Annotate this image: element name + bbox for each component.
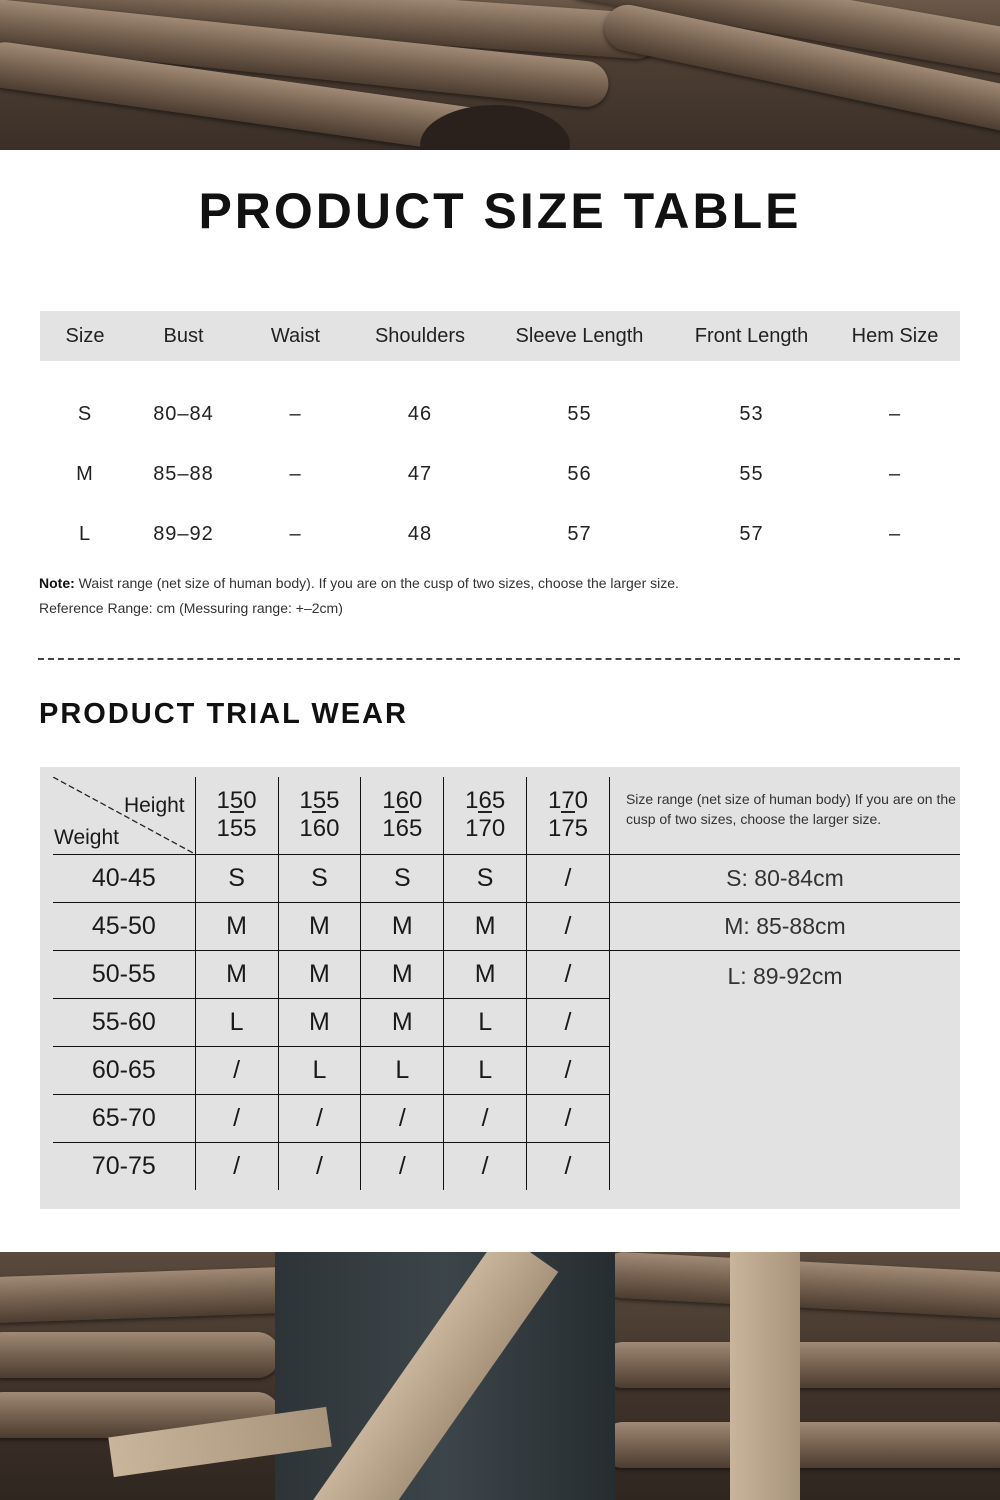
size-cell: M xyxy=(195,951,278,999)
size-cell: L xyxy=(195,999,278,1047)
trial-table xyxy=(53,777,960,1190)
height-max: 160 xyxy=(299,815,340,843)
size-note xyxy=(39,575,679,591)
trial-row xyxy=(53,903,960,951)
table-cell: S xyxy=(77,402,93,425)
section-divider xyxy=(38,658,960,660)
size-cell: S xyxy=(444,855,527,903)
weight-label: Weight xyxy=(54,826,119,849)
height-min: 155 xyxy=(299,787,340,815)
table-cell: 48 xyxy=(407,522,433,545)
size-cell: / xyxy=(195,1143,278,1191)
reference-range: Reference Range: cm (Messuring range: +–2cm) xyxy=(39,600,343,616)
weight-range: 45-50 xyxy=(53,903,195,951)
size-card xyxy=(0,150,1000,1252)
size-cell: L xyxy=(361,1047,444,1095)
size-cell: L xyxy=(444,999,527,1047)
table-cell: 80–84 xyxy=(153,402,214,425)
size-cell: L xyxy=(278,1047,361,1095)
table-row xyxy=(40,504,960,564)
size-cell: / xyxy=(444,1143,527,1191)
size-cell: / xyxy=(361,1143,444,1191)
height-range xyxy=(361,777,444,855)
table-cell: 57 xyxy=(567,522,592,545)
size-table-header xyxy=(40,311,960,361)
size-range-l: L: 89-92cm xyxy=(727,963,843,989)
size-range-m: M: 85-88cm xyxy=(609,903,960,951)
size-cell: / xyxy=(527,855,610,903)
size-cell: / xyxy=(527,903,610,951)
header-cell: Waist xyxy=(237,311,354,361)
trial-panel xyxy=(40,767,960,1209)
size-cell: M xyxy=(195,903,278,951)
size-cell: / xyxy=(278,1095,361,1143)
table-cell: 56 xyxy=(567,462,592,485)
size-table xyxy=(40,311,960,564)
weight-range: 50-55 xyxy=(53,951,195,999)
weight-range: 40-45 xyxy=(53,855,195,903)
table-cell: 85–88 xyxy=(153,462,214,485)
size-cell: M xyxy=(361,999,444,1047)
size-cell: / xyxy=(195,1095,278,1143)
table-cell: – xyxy=(888,522,902,545)
header-cell: Bust xyxy=(130,311,237,361)
table-cell: 46 xyxy=(407,402,433,425)
weight-range: 70-75 xyxy=(53,1143,195,1191)
top-photo xyxy=(0,0,1000,150)
trial-header-row xyxy=(53,777,960,855)
size-cell: M xyxy=(278,903,361,951)
height-range xyxy=(527,777,610,855)
height-min: 170 xyxy=(547,787,589,815)
table-cell: 55 xyxy=(739,462,764,485)
table-cell: – xyxy=(289,522,302,545)
trial-corner xyxy=(53,777,195,855)
height-max: 155 xyxy=(216,815,257,843)
height-range xyxy=(278,777,361,855)
size-cell: L xyxy=(444,1047,527,1095)
size-cell: M xyxy=(444,903,527,951)
size-cell: / xyxy=(527,951,610,999)
table-cell: L xyxy=(78,522,92,545)
size-cell: / xyxy=(527,1095,610,1143)
height-range xyxy=(195,777,278,855)
header-cell: Shoulders xyxy=(354,311,486,361)
header-cell: Front Length xyxy=(673,311,830,361)
size-cell: S xyxy=(361,855,444,903)
table-cell: – xyxy=(888,462,902,485)
table-cell: – xyxy=(888,402,902,425)
weight-range: 55-60 xyxy=(53,999,195,1047)
table-cell: – xyxy=(289,462,302,485)
height-max: 170 xyxy=(465,815,506,843)
size-cell: / xyxy=(527,1047,610,1095)
table-cell: M xyxy=(76,462,94,485)
bottom-photo xyxy=(0,1252,1000,1500)
size-cell: M xyxy=(361,951,444,999)
height-max: 165 xyxy=(382,815,423,843)
height-min: 165 xyxy=(465,787,506,815)
size-range-note: Size range (net size of human body) If you are on the cusp of two sizes, choose the larger size. xyxy=(609,777,960,855)
height-range xyxy=(444,777,527,855)
table-cell: 57 xyxy=(739,522,764,545)
height-label: Height xyxy=(123,794,185,817)
note-text: Waist range (net size of human body). If you are on the cusp of two sizes, choose the larger size. xyxy=(74,575,679,591)
header-cell: Sleeve Length xyxy=(486,311,673,361)
weight-range: 65-70 xyxy=(53,1095,195,1143)
trial-title: PRODUCT TRIAL WEAR xyxy=(39,698,408,730)
height-min: 160 xyxy=(382,787,423,815)
table-row xyxy=(40,444,960,504)
table-cell: – xyxy=(289,402,302,425)
header-cell: Size xyxy=(40,311,130,361)
trial-row xyxy=(53,855,960,903)
size-range-s: S: 80-84cm xyxy=(609,855,960,903)
size-cell: S xyxy=(195,855,278,903)
size-cell: / xyxy=(278,1143,361,1191)
size-cell: / xyxy=(195,1047,278,1095)
size-cell: M xyxy=(278,999,361,1047)
size-cell: / xyxy=(527,999,610,1047)
size-cell: / xyxy=(527,1143,610,1191)
table-cell: 53 xyxy=(739,402,764,425)
table-cell: 89–92 xyxy=(153,522,214,545)
table-cell: 55 xyxy=(567,402,592,425)
trial-row xyxy=(53,951,960,999)
height-max: 175 xyxy=(547,815,589,843)
table-cell: 47 xyxy=(407,462,433,485)
size-cell: / xyxy=(361,1095,444,1143)
height-min: 150 xyxy=(216,787,257,815)
header-cell: Hem Size xyxy=(830,311,960,361)
size-cell: M xyxy=(278,951,361,999)
size-cell: S xyxy=(278,855,361,903)
table-row xyxy=(40,361,960,444)
size-cell: / xyxy=(444,1095,527,1143)
page-title: PRODUCT SIZE TABLE xyxy=(198,183,802,239)
note-label: Note: xyxy=(39,575,75,591)
size-cell: M xyxy=(444,951,527,999)
weight-range: 60-65 xyxy=(53,1047,195,1095)
size-cell: M xyxy=(361,903,444,951)
